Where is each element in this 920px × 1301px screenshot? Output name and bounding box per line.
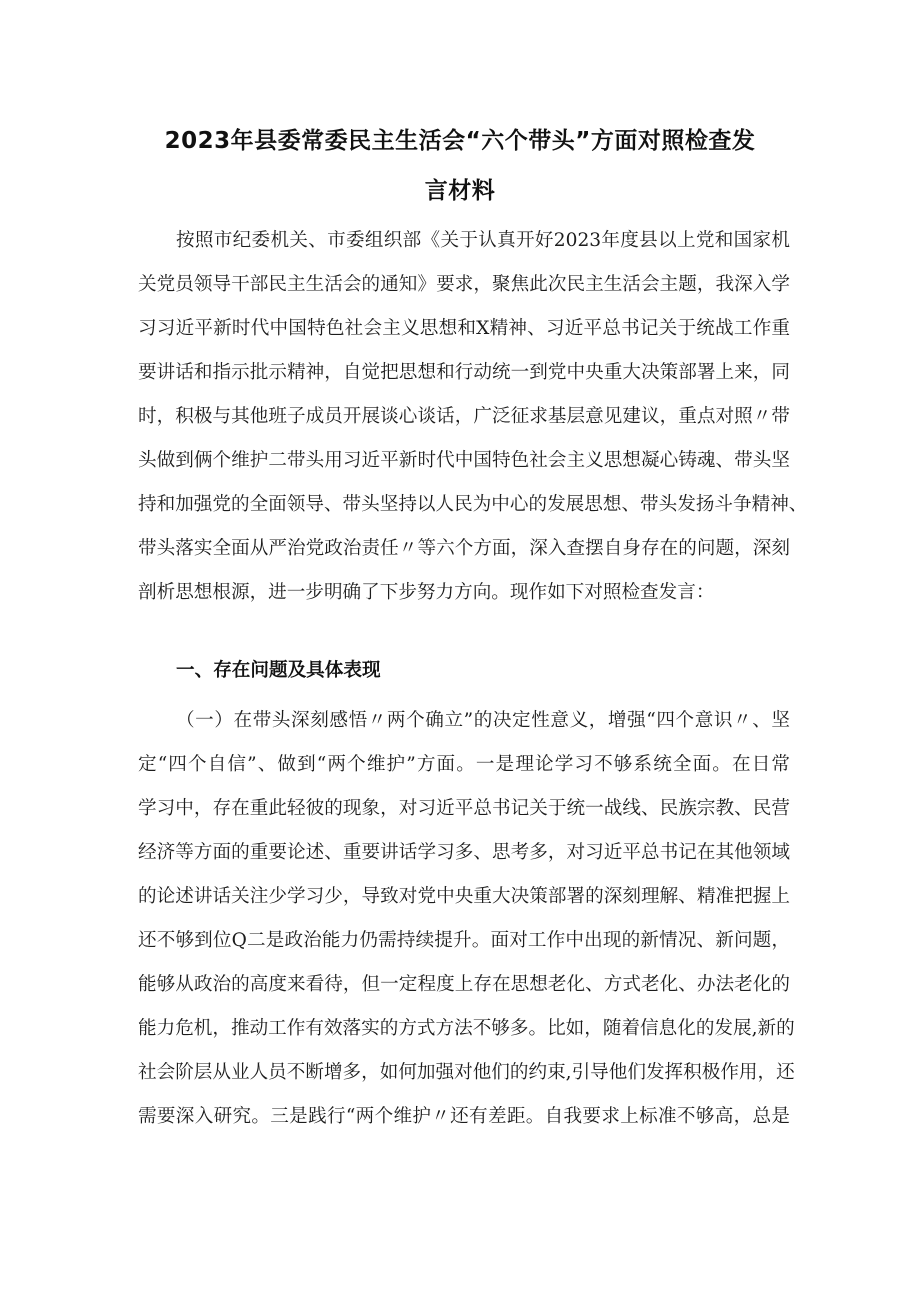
intro-line-1: 按照市纪委机关、市委组织部《关于认真开好2023年度县以上党和国家机	[176, 230, 790, 251]
document-title-line-1: 2023年县委常委民主生活会“六个带头”方面对照检查发	[164, 128, 756, 154]
intro-line-8: 带头落实全面从严治党政治责任〃等六个方面，深入查摆自身存在的问题，深刻	[138, 538, 790, 559]
section-1-heading: 一、存在问题及具体表现	[176, 660, 381, 681]
section-1-line-2: 定“四个自信”、做到“两个维护”方面。一是理论学习不够系统全面。在日常	[138, 754, 790, 775]
section-1-line-7: 能够从政治的高度来看待，但一定程度上存在思想老化、方式老化、办法老化的	[138, 974, 790, 995]
section-1-line-6: 还不够到位Q二是政治能力仍需持续提升。面对工作中出现的新情况、新问题，	[138, 930, 790, 951]
section-1-line-4: 经济等方面的重要论述、重要讲话学习多、思考多，对习近平总书记在其他领域	[138, 842, 790, 863]
section-1-line-10: 需要深入研究。三是践行“两个维护〃还有差距。自我要求上标准不够高，总是	[138, 1106, 790, 1127]
intro-line-9: 剖析思想根源，进一步明确了下步努力方向。现作如下对照检查发言：	[138, 582, 715, 603]
intro-line-6: 头做到俩个维护二带头用习近平新时代中国特色社会主义思想凝心铸魂、带头坚	[138, 450, 790, 471]
section-1-line-8: 能力危机，推动工作有效落实的方式方法不够多。比如，随着信息化的发展,新的	[138, 1018, 795, 1039]
section-1-line-3: 学习中，存在重此轻彼的现象，对习近平总书记关于统一战线、民族宗教、民营	[138, 798, 790, 819]
section-1-line-9: 社会阶层从业人员不断增多，如何加强对他们的约束,引导他们发挥积极作用，还	[138, 1062, 795, 1083]
section-1-line-1: （一）在带头深刻感悟〃两个确立”的决定性意义，增强“四个意识〃、坚	[176, 710, 790, 731]
intro-line-5: 时，积极与其他班子成员开展谈心谈话，广泛征求基层意见建议，重点对照〃带	[138, 406, 790, 427]
intro-line-2: 关党员领导干部民主生活会的通知》要求，聚焦此次民主生活会主题，我深入学	[138, 274, 790, 295]
intro-line-4: 要讲话和指示批示精神，自觉把思想和行动统一到党中央重大决策部署上来，同	[138, 362, 790, 383]
document-title-line-2: 言材料	[424, 178, 496, 204]
intro-line-3: 习习近平新时代中国特色社会主义思想和X精神、习近平总书记关于统战工作重	[138, 318, 790, 339]
intro-line-7: 持和加强党的全面领导、带头坚持以人民为中心的发展思想、带头发扬斗争精神、	[138, 494, 808, 515]
section-1-line-5: 的论述讲话关注少学习少，导致对党中央重大决策部署的深刻理解、精准把握上	[138, 886, 790, 907]
